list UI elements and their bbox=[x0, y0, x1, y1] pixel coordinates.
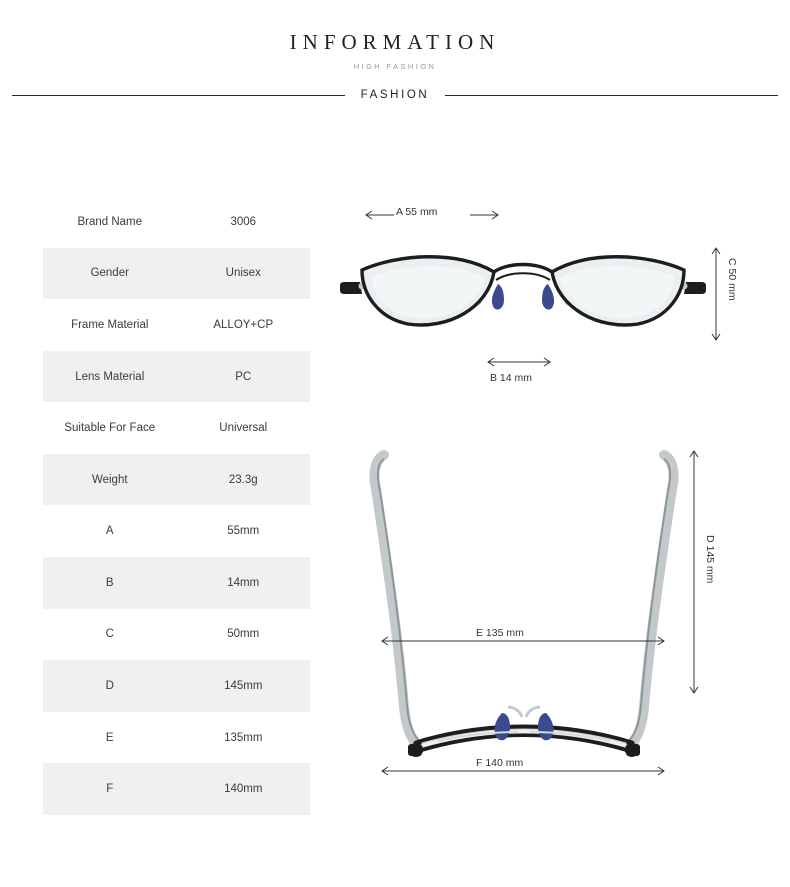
spec-label: D bbox=[105, 679, 114, 692]
divider-line-right bbox=[445, 95, 778, 96]
divider-label: FASHION bbox=[360, 89, 430, 101]
table-row bbox=[43, 505, 310, 557]
top-view-diagram bbox=[338, 435, 778, 815]
dimension-label-e: E 135 mm bbox=[468, 627, 532, 639]
table-row bbox=[43, 248, 310, 300]
page-title: INFORMATION bbox=[289, 30, 501, 54]
dimension-label-a: A 55 mm bbox=[396, 206, 438, 218]
spec-value: 14mm bbox=[227, 576, 260, 589]
spec-value: Universal bbox=[219, 422, 268, 435]
dimension-label-f: F 140 mm bbox=[468, 757, 531, 769]
front-view-diagram bbox=[338, 196, 778, 411]
table-row bbox=[43, 196, 310, 248]
spec-label: Suitable For Face bbox=[64, 422, 156, 435]
table-row bbox=[43, 763, 310, 815]
spec-value: 145mm bbox=[224, 679, 263, 692]
dimension-arrow-c bbox=[710, 244, 722, 344]
table-row bbox=[43, 454, 310, 506]
table-row bbox=[43, 712, 310, 764]
spec-value: 135mm bbox=[224, 731, 263, 744]
dimension-arrow-d bbox=[688, 447, 700, 697]
specification-table bbox=[43, 196, 310, 815]
diagram-column bbox=[338, 196, 778, 815]
table-row bbox=[43, 609, 310, 661]
spec-value: 140mm bbox=[224, 783, 263, 796]
table-row bbox=[43, 402, 310, 454]
table-row bbox=[43, 557, 310, 609]
spec-value: 23.3g bbox=[228, 473, 258, 486]
table-row bbox=[43, 351, 310, 403]
glasses-front-illustration bbox=[338, 238, 708, 350]
content-area bbox=[0, 196, 790, 815]
spec-label: Lens Material bbox=[75, 370, 145, 383]
dimension-label-c: C 50 mm bbox=[726, 258, 738, 301]
dimension-label-b: B 14 mm bbox=[490, 372, 533, 384]
spec-label: Gender bbox=[90, 267, 129, 280]
page-header bbox=[0, 0, 790, 101]
spec-label: Brand Name bbox=[77, 215, 143, 228]
spec-value: Unisex bbox=[225, 267, 261, 280]
glasses-top-illustration bbox=[342, 445, 706, 775]
spec-label: B bbox=[105, 576, 114, 589]
spec-value: PC bbox=[235, 370, 252, 383]
page-subtitle: HIGH FASHION bbox=[353, 62, 437, 71]
spec-value: 50mm bbox=[227, 628, 260, 641]
spec-label: Frame Material bbox=[71, 318, 149, 331]
spec-label: C bbox=[105, 628, 114, 641]
spec-label: F bbox=[106, 783, 114, 796]
table-row bbox=[43, 299, 310, 351]
spec-label: A bbox=[105, 525, 114, 538]
spec-value: ALLOY+CP bbox=[213, 318, 274, 331]
section-divider bbox=[0, 89, 790, 101]
dimension-label-d: D 145 mm bbox=[704, 535, 716, 584]
spec-value: 3006 bbox=[230, 215, 257, 228]
spec-value: 55mm bbox=[227, 525, 260, 538]
dimension-arrow-b bbox=[484, 356, 554, 368]
divider-line-left bbox=[12, 95, 345, 96]
spec-label: Weight bbox=[91, 473, 128, 486]
spec-label: E bbox=[105, 731, 114, 744]
table-row bbox=[43, 660, 310, 712]
